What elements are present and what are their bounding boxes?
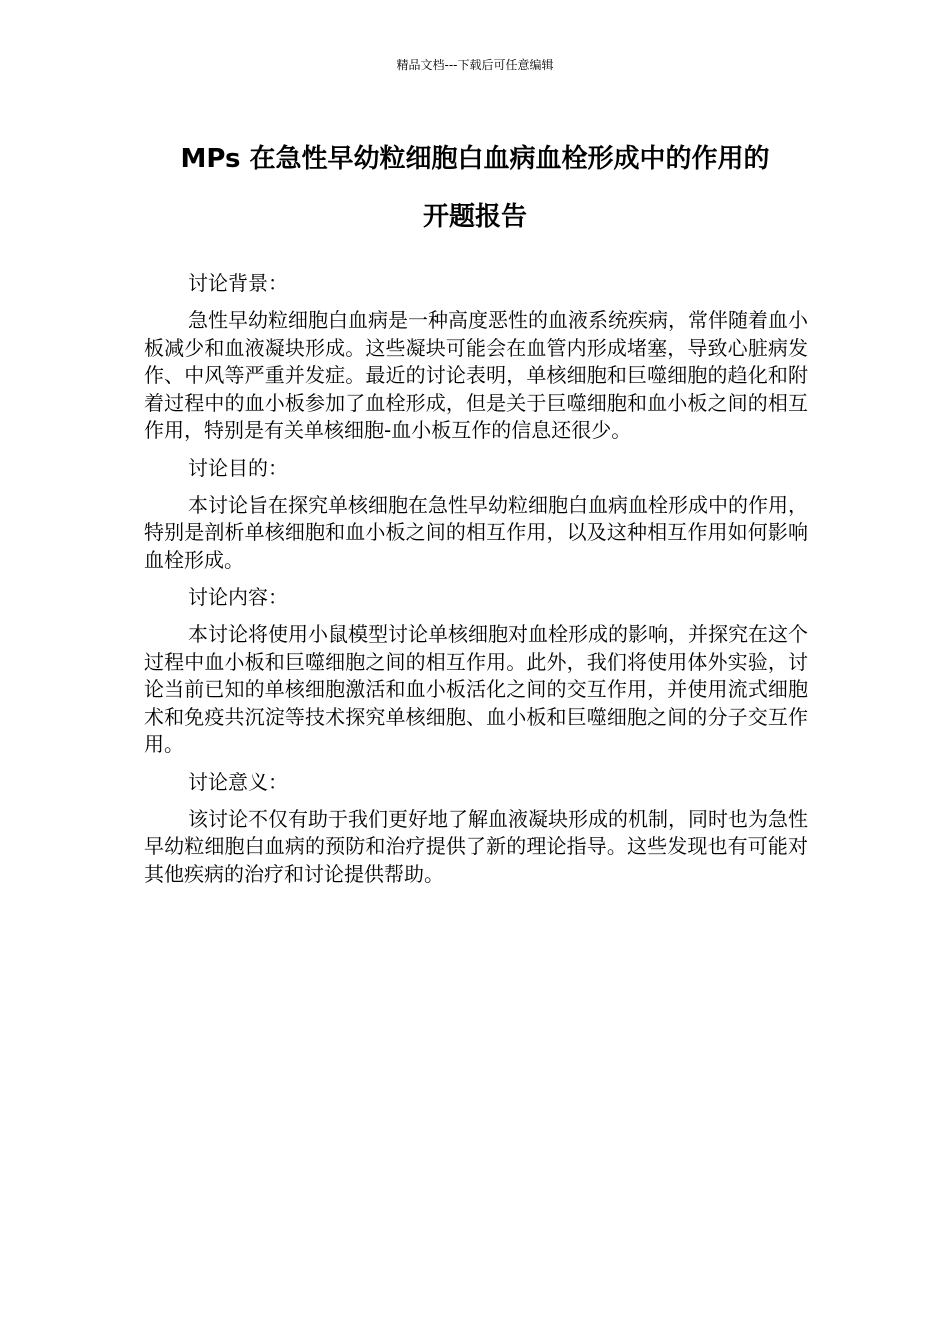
section-heading-content: 讨论内容： [188, 585, 288, 609]
document-body [144, 270, 808, 898]
section-paragraph-background: 急性早幼粒细胞白血病是一种高度恶性的血液系统疾病，常伴随着血小板减少和血液凝块形成。这些凝块可能会在血管内形成堵塞，导致心脏病发作、中风等严重并发症。最近的讨论表明，单核细胞和巨噬细胞的趋化和附着过程中的血小板参加了血栓形成，但是关于巨噬细胞和血小板之间的相互作用，特别是有关单核细胞-血小板互作的信息还很少。 [144, 308, 808, 442]
section-paragraph-purpose: 本讨论旨在探究单核细胞在急性早幼粒细胞白血病血栓形成中的作用，特别是剖析单核细胞和血小板之间的相互作用，以及这种相互作用如何影响血栓形成。 [144, 492, 808, 572]
section-paragraph-significance: 该讨论不仅有助于我们更好地了解血液凝块形成的机制，同时也为急性早幼粒细胞白血病的预防和治疗提供了新的理论指导。这些发现也有可能对其他疾病的治疗和讨论提供帮助。 [144, 806, 808, 886]
title-line-2: 开题报告 [422, 202, 527, 232]
section-paragraph-content: 本讨论将使用小鼠模型讨论单核细胞对血栓形成的影响，并探究在这个过程中血小板和巨噬细胞之间的相互作用。此外，我们将使用体外实验，讨论当前已知的单核细胞激活和血小板活化之间的交互作用，并使用流式细胞术和免疫共沉淀等技术探究单核细胞、血小板和巨噬细胞之间的分子交互作用。 [144, 622, 808, 756]
section-heading-significance: 讨论意义： [188, 769, 288, 794]
title-line-1: MPs 在急性早幼粒细胞白血病血栓形成中的作用的 [180, 144, 770, 174]
section-heading-purpose: 讨论目的： [188, 455, 288, 480]
section-heading-background: 讨论背景： [188, 271, 288, 295]
document-title [120, 130, 830, 246]
page-header: 精品文档---下载后可任意编辑 [396, 58, 554, 72]
